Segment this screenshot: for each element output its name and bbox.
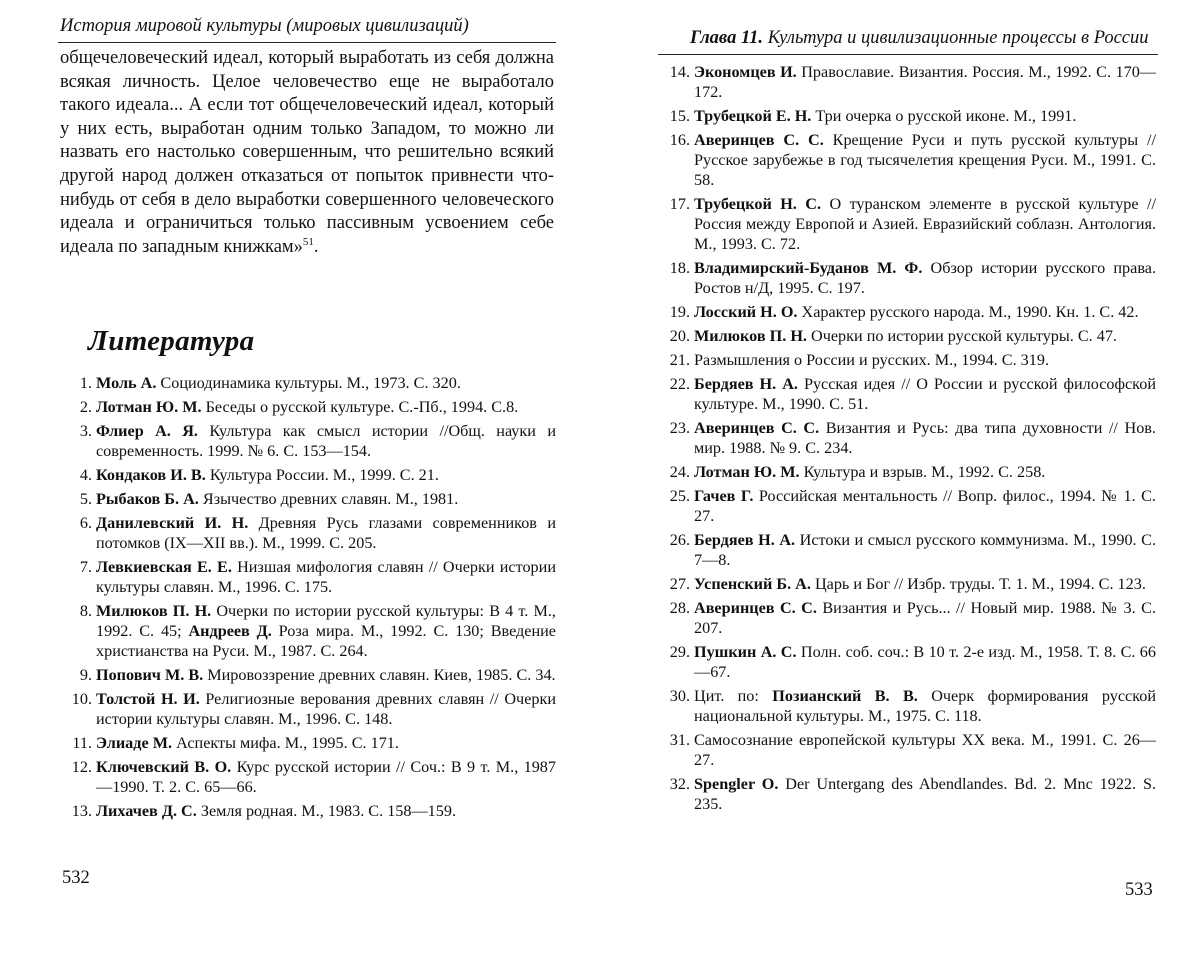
reference-text: Беседы о русской культуре. С.-Пб., 1994. С.8.	[201, 398, 519, 416]
reference-item	[658, 598, 1156, 638]
reference-author: Трубецкой Е. Н.	[694, 107, 812, 125]
reference-text: Обзор истории русского права. Ростов н/Д, 1995. С. 197.	[694, 259, 1156, 297]
reference-number: 11.	[72, 734, 92, 752]
reference-text: Характер русского народа. М., 1990. Кн. 1. С. 42.	[797, 303, 1139, 321]
running-head	[690, 28, 1149, 49]
reference-author: Левкиевская Е. Е.	[96, 558, 232, 576]
reference-author: Пушкин А. С.	[694, 643, 797, 661]
reference-item	[60, 421, 556, 461]
reference-text: Аспекты мифа. М., 1995. С. 171.	[172, 734, 399, 752]
reference-number: 25.	[669, 487, 690, 505]
reference-author: Бердяев Н. А.	[694, 375, 798, 393]
reference-item	[658, 62, 1156, 102]
chapter-label: Глава 11.	[690, 28, 764, 48]
reference-author: Данилевский И. Н.	[96, 514, 249, 532]
reference-item	[658, 530, 1156, 570]
reference-number: 22.	[669, 375, 690, 393]
reference-item	[658, 106, 1156, 126]
reference-item	[658, 350, 1156, 370]
reference-text: Самосознание европейской культуры XX века. М., 1991. С. 26—27.	[694, 731, 1156, 769]
reference-item	[60, 689, 556, 729]
reference-item	[658, 642, 1156, 682]
reference-author: Лотман Ю. М.	[694, 463, 800, 481]
reference-text: Русская идея // О России и русской философской культуре. М., 1990. С. 51.	[694, 375, 1156, 413]
section-title: Литература	[88, 325, 255, 357]
reference-item	[658, 374, 1156, 414]
reference-author: Экономцев И.	[694, 63, 797, 81]
reference-author: Лосский Н. О.	[694, 303, 798, 321]
reference-list	[658, 62, 1156, 818]
reference-number: 12.	[71, 758, 92, 776]
reference-item	[658, 462, 1156, 482]
reference-author: Аверинцев С. С.	[694, 131, 824, 149]
reference-text: Византия и Русь: два типа духовности // Нов. мир. 1988. № 9. С. 234.	[694, 419, 1156, 457]
header-rule	[58, 42, 556, 43]
reference-number: 29.	[669, 643, 690, 661]
reference-author: Кондаков И. В.	[96, 466, 206, 484]
reference-text: Очерк формирования русской национальной культуры. М., 1975. С. 118.	[694, 687, 1157, 725]
reference-item	[658, 130, 1156, 190]
reference-text: Язычество древних славян. М., 1981.	[198, 490, 459, 508]
reference-item	[658, 326, 1156, 346]
reference-number: 31.	[669, 731, 690, 749]
running-head: История мировой культуры (мировых цивилизаций)	[60, 16, 469, 36]
reference-number: 4.	[79, 466, 92, 484]
reference-author: Гачев Г.	[694, 487, 754, 505]
reference-item	[60, 489, 556, 509]
reference-text: Религиозные верования древних славян // Очерки истории культуры славян. М., 1996. С. 148.	[96, 690, 556, 728]
right-page	[600, 0, 1200, 956]
reference-list	[60, 373, 556, 825]
reference-number: 14.	[669, 63, 690, 81]
reference-number: 28.	[669, 599, 690, 617]
reference-item	[60, 733, 556, 753]
reference-number: 21.	[669, 351, 690, 369]
reference-item	[60, 665, 556, 685]
reference-number: 23.	[669, 419, 690, 437]
reference-number: 27.	[669, 575, 690, 593]
reference-text: Культура как смысл истории //Общ. науки и современность. 1999. № 6. С. 153—154.	[96, 422, 556, 460]
reference-number: 17.	[669, 195, 690, 213]
reference-author: Милюков П. Н.	[694, 327, 807, 345]
reference-number: 8.	[79, 602, 92, 620]
reference-item	[658, 258, 1156, 298]
quote-paragraph	[60, 47, 554, 259]
reference-author: Милюков П. Н.	[96, 602, 212, 620]
reference-number: 15.	[669, 107, 690, 125]
reference-text: Мировоззрение древних славян. Киев, 1985. С. 34.	[203, 666, 556, 684]
reference-text: Древняя Русь глазами современников и потомков (IX—XII вв.). М., 1999. С. 205.	[96, 514, 556, 552]
reference-text: Царь и Бог // Избр. труды. Т. 1. М., 1994. С. 123.	[810, 575, 1146, 593]
reference-text: О туранском элементе в русской культуре //Россия между Европой и Азией. Евразийский соблазн. Антология. М., 1993. С. 72.	[694, 195, 1156, 253]
reference-number: 10.	[71, 690, 92, 708]
reference-number: 6.	[79, 514, 92, 532]
reference-number: 30.	[669, 687, 690, 705]
reference-author: Ключевский В. О.	[96, 758, 232, 776]
reference-author: Владимирский-Буданов М. Ф.	[694, 259, 923, 277]
reference-text: Культура России. М., 1999. С. 21.	[205, 466, 439, 484]
reference-item	[60, 397, 556, 417]
reference-author: Аверинцев С. С.	[694, 599, 817, 617]
reference-author: Бердяев Н. А.	[694, 531, 796, 549]
reference-text: Три очерка о русской иконе. М., 1991.	[811, 107, 1077, 125]
reference-number: 18.	[669, 259, 690, 277]
reference-text: Византия и Русь... // Новый мир. 1988. № 3. С. 207.	[694, 599, 1156, 637]
reference-author: Андреев Д.	[188, 622, 272, 640]
page-number: 532	[62, 868, 90, 888]
reference-text: Очерки по истории русской культуры. С. 47.	[806, 327, 1117, 345]
reference-number: 16.	[669, 131, 690, 149]
reference-author: Spengler O.	[694, 775, 779, 793]
reference-author: Позианский В. В.	[772, 687, 918, 705]
reference-item	[658, 418, 1156, 458]
reference-item	[60, 513, 556, 553]
reference-text: Истоки и смысл русского коммунизма. М., 1990. С. 7—8.	[694, 531, 1156, 569]
reference-number: 5.	[79, 490, 92, 508]
reference-author: Элиаде М.	[96, 734, 173, 752]
reference-item	[658, 686, 1156, 726]
reference-item	[658, 774, 1156, 814]
reference-author: Трубецкой Н. С.	[694, 195, 822, 213]
footnote-mark: 51	[302, 235, 314, 248]
reference-author: Аверинцев С. С.	[694, 419, 820, 437]
reference-item	[60, 601, 556, 661]
reference-number: 32.	[669, 775, 690, 793]
reference-author: Флиер А. Я.	[96, 422, 198, 440]
reference-text: Социодинамика культуры. М., 1973. С. 320.	[156, 374, 461, 392]
reference-item	[658, 574, 1156, 594]
reference-author: Попович М. В.	[96, 666, 204, 684]
reference-item	[60, 757, 556, 797]
reference-number: 9.	[79, 666, 92, 684]
reference-author: Рыбаков Б. А.	[96, 490, 199, 508]
reference-author: Лихачев Д. С.	[96, 802, 197, 820]
reference-number: 26.	[669, 531, 690, 549]
reference-item	[60, 465, 556, 485]
reference-number: 13.	[71, 802, 92, 820]
reference-text: Курс русской истории // Соч.: В 9 т. М., 1987—1990. Т. 2. С. 65—66.	[96, 758, 556, 796]
page-number: 533	[1125, 880, 1153, 900]
reference-text: Der Untergang des Abendlandes. Bd. 2. Mnc 1922. S. 235.	[694, 775, 1156, 813]
chapter-title: Культура и цивилизационные процессы в России	[763, 28, 1149, 48]
reference-text: Российская ментальность // Вопр. филос., 1994. № 1. С. 27.	[694, 487, 1156, 525]
reference-item	[658, 730, 1156, 770]
reference-author: Толстой Н. И.	[96, 690, 200, 708]
reference-prefix: Цит. по:	[694, 687, 773, 705]
reference-text: Размышления о России и русских. М., 1994. С. 319.	[694, 351, 1049, 369]
reference-item	[658, 486, 1156, 526]
reference-number: 7.	[79, 558, 92, 576]
reference-item	[60, 801, 556, 821]
reference-author: Моль А.	[96, 374, 157, 392]
reference-item	[60, 557, 556, 597]
reference-text: Очерки по истории русской культуры: В 4 т. М., 1992. С. 45;	[96, 602, 556, 640]
reference-author: Лотман Ю. М.	[96, 398, 202, 416]
reference-number: 20.	[669, 327, 690, 345]
reference-number: 1.	[79, 374, 92, 392]
reference-text: Полн. соб. соч.: В 10 т. 2-е изд. М., 1958. Т. 8. С. 66—67.	[694, 643, 1156, 681]
reference-text: Земля родная. М., 1983. С. 158—159.	[196, 802, 456, 820]
paragraph-text: общечеловеческий идеал, который выработать из себя должна всякая личность. Целое человечество еще не выработало такого идеала... А если тот общечеловеческий идеал, который у них есть, выработан одним только Западом, то можно ли назвать его настолько совершенным, что решительно всякий другой народ должен отказаться от попыток привнести что-нибудь от себя в дело выработки совершенного человеческого идеала и ограничиться только пассивным усвоением себе идеала по западным книжкам»	[60, 48, 554, 257]
reference-number: 2.	[79, 398, 92, 416]
reference-item	[658, 194, 1156, 254]
reference-item	[658, 302, 1156, 322]
reference-text: Крещение Руси и путь русской культуры // Русское зарубежье в год тысячелетия крещения Руси. М., 1991. С. 58.	[694, 131, 1156, 189]
reference-text: Культура и взрыв. М., 1992. С. 258.	[799, 463, 1046, 481]
reference-author: Успенский Б. А.	[694, 575, 811, 593]
reference-item	[60, 373, 556, 393]
reference-number: 3.	[79, 422, 92, 440]
reference-text: Низшая мифология славян // Очерки истории культуры славян. М., 1996. С. 175.	[96, 558, 556, 596]
reference-text: Роза мира. М., 1992. С. 130; Введение христианства на Руси. М., 1987. С. 264.	[96, 622, 556, 660]
paragraph-end: .	[313, 236, 319, 257]
reference-number: 24.	[669, 463, 690, 481]
header-rule	[658, 54, 1158, 55]
reference-text: Православие. Византия. Россия. М., 1992. С. 170—172.	[694, 63, 1156, 101]
reference-number: 19.	[669, 303, 690, 321]
